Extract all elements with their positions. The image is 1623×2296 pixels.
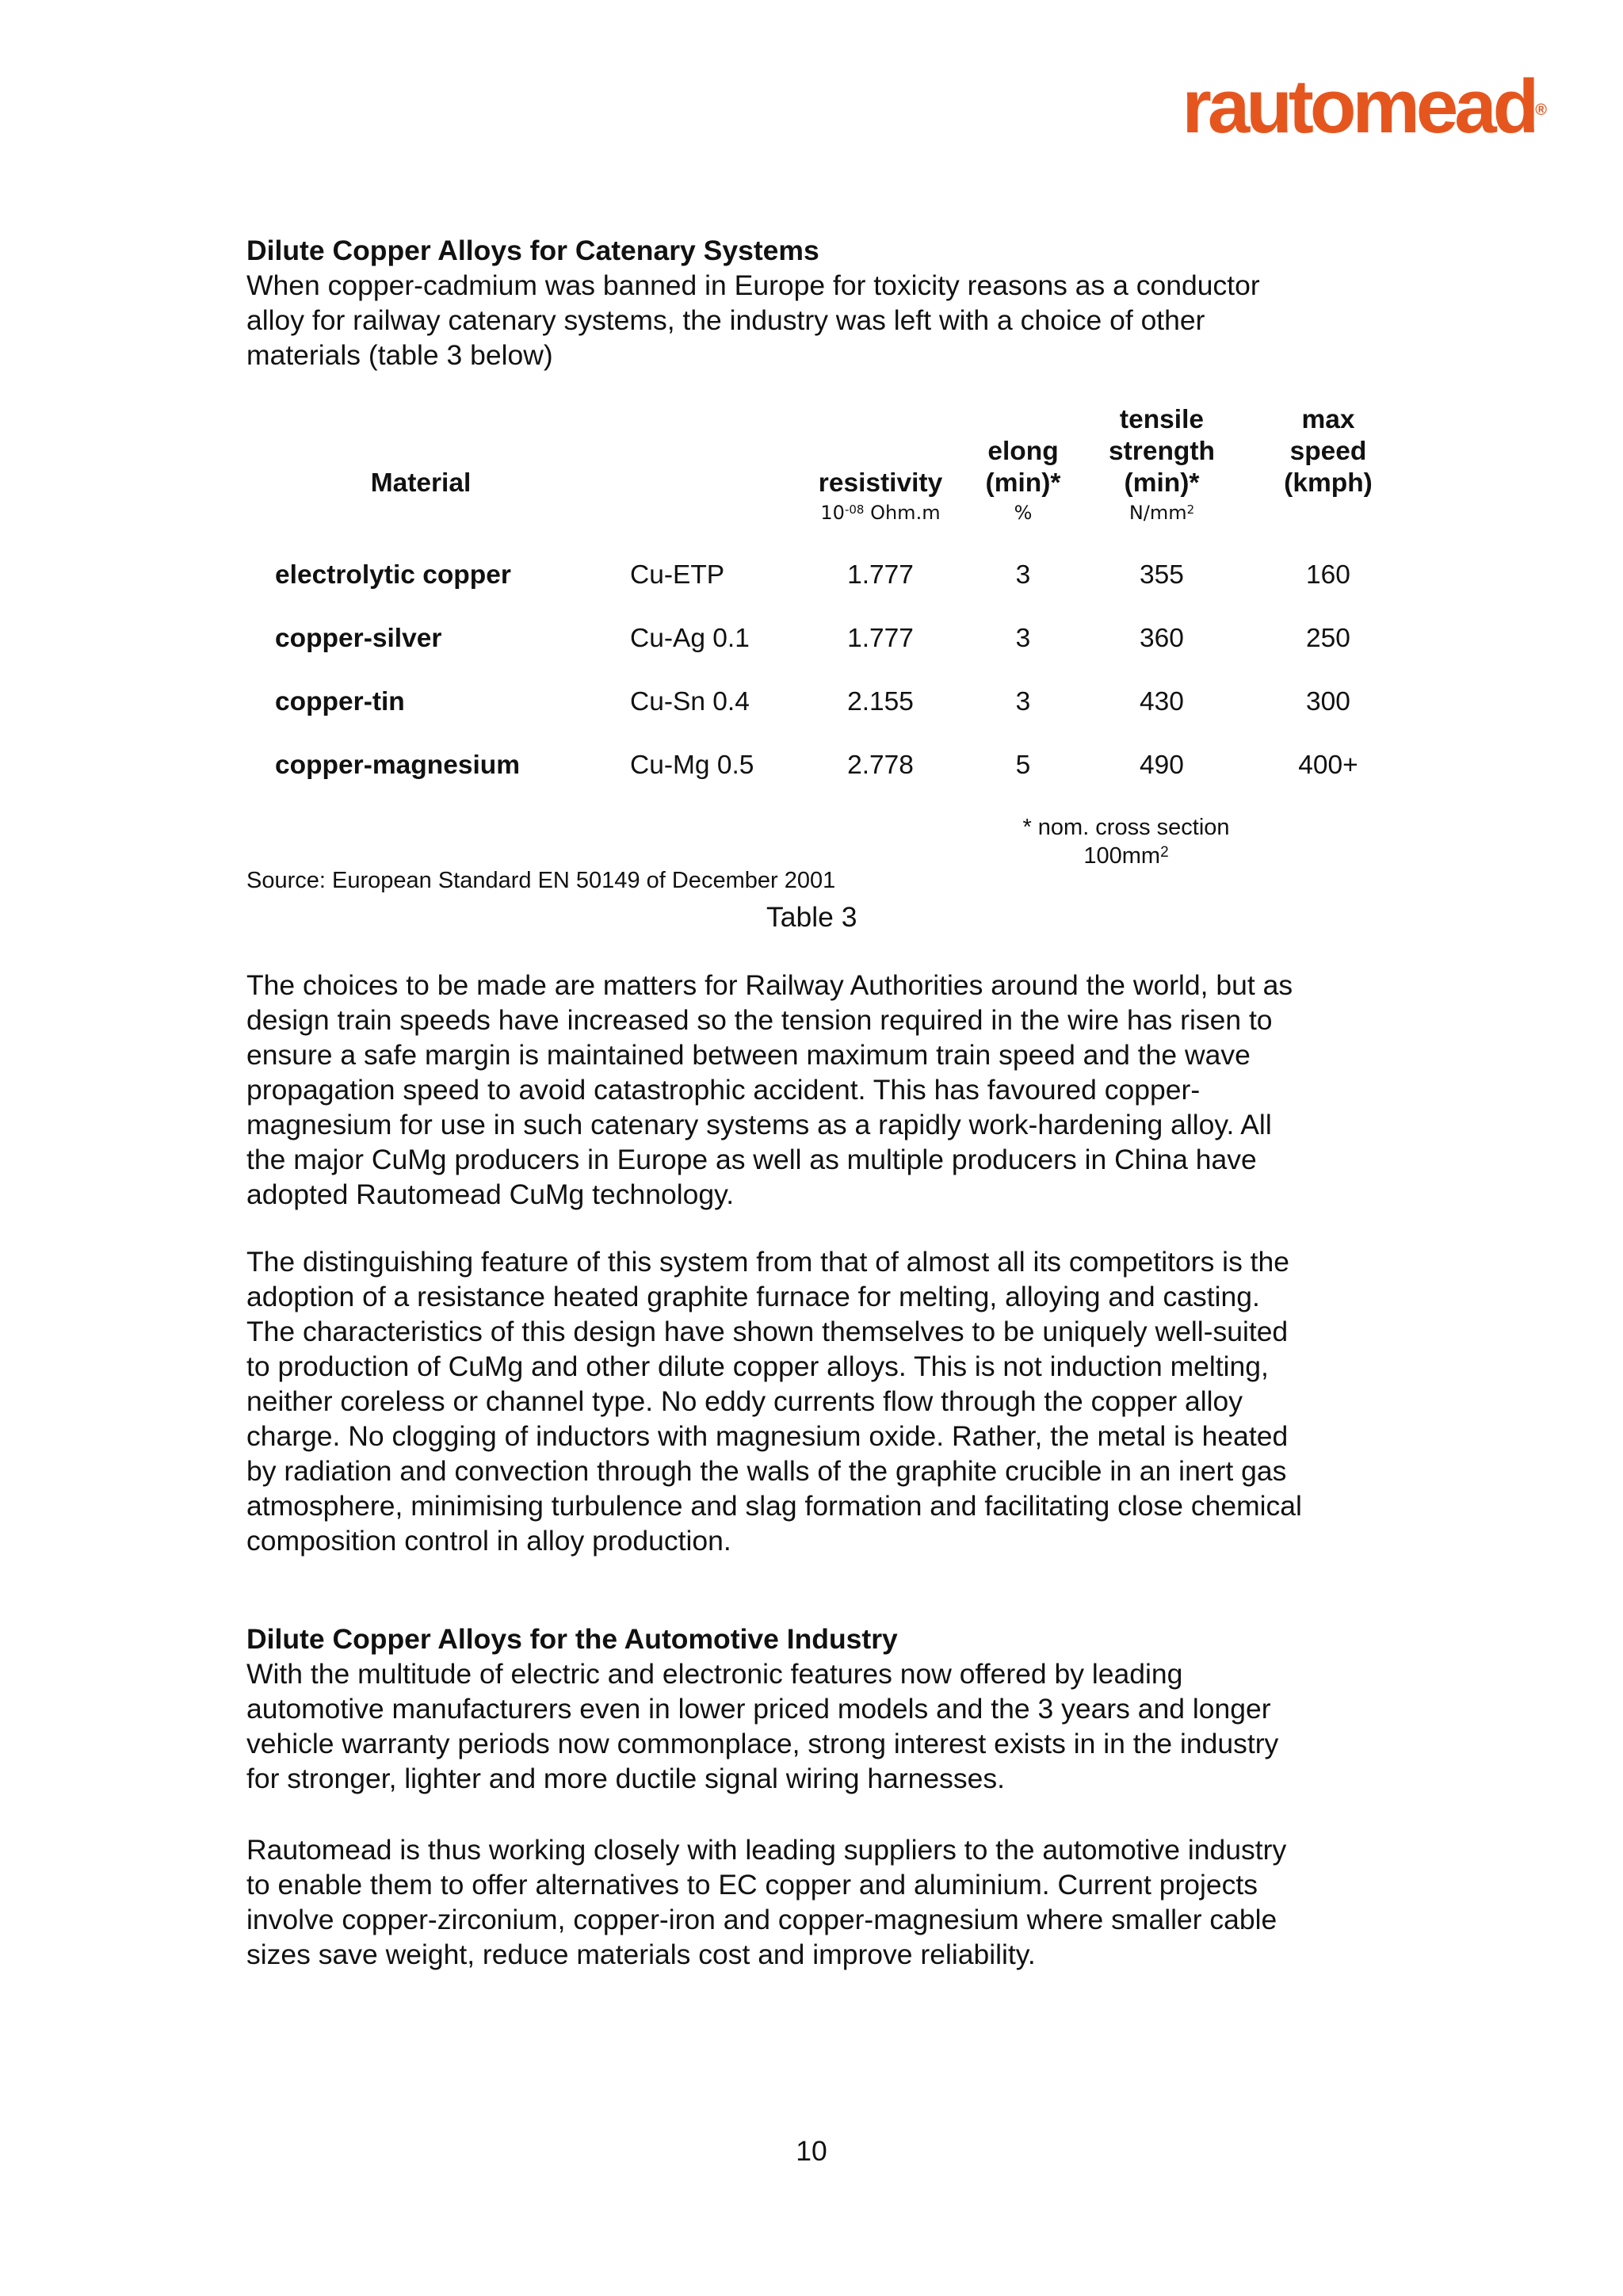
text-line: involve copper-zirconium, copper-iron and copper-magnesium where smaller cable (246, 1904, 1277, 1935)
row-material-name: copper-silver (275, 624, 442, 653)
section-heading-catenary: Dilute Copper Alloys for Catenary Systems (246, 235, 819, 266)
row-resistivity: 2.155 (847, 687, 914, 716)
paragraph-railway (246, 968, 1388, 1212)
text-line: sizes save weight, reduce materials cost and improve reliability. (246, 1939, 1036, 1970)
row-tensile: 490 (1140, 751, 1184, 780)
row-resistivity: 1.777 (847, 624, 914, 653)
unit-tensile: $N/mm^2$ (1128, 502, 1195, 524)
header-speed (1249, 404, 1407, 499)
header-tensile-line: strength (1109, 437, 1215, 466)
row-resistivity: 1.777 (847, 560, 914, 590)
text-line: The distinguishing feature of this system from that of almost all its competitors is the (246, 1246, 1290, 1278)
row-resistivity: 2.778 (847, 751, 914, 780)
text-line: The choices to be made are matters for Railway Authorities around the world, but as (246, 969, 1293, 1001)
row-speed: 300 (1306, 687, 1350, 716)
text-line: to enable them to offer alternatives to EC copper and aluminium. Current projects (246, 1869, 1258, 1901)
text-line: ensure a safe margin is maintained between maximum train speed and the wave (246, 1039, 1251, 1071)
header-tensile (1083, 404, 1241, 499)
text-line: by radiation and convection through the walls of the graphite crucible in an inert gas (246, 1455, 1287, 1487)
text-line: The characteristics of this design have shown themselves to be uniquely well-suited (246, 1316, 1289, 1347)
text-line: atmosphere, minimising turbulence and slag formation and facilitating close chemical (246, 1490, 1302, 1522)
text-line: Rautomead is thus working closely with leading suppliers to the automotive industry (246, 1834, 1287, 1866)
row-material-name: copper-tin (275, 687, 405, 716)
intro-line: materials (table 3 below) (246, 339, 553, 371)
header-elong-line: elong (987, 437, 1059, 466)
footnote-line: $100mm^2$ (1083, 843, 1169, 869)
row-material-name: copper-magnesium (275, 751, 521, 780)
header-elong-line: (min)* (985, 468, 1061, 498)
alloy-properties-table (246, 404, 1388, 943)
row-speed: 250 (1306, 624, 1350, 653)
text-line: vehicle warranty periods now commonplace, strong interest exists in in the industry (246, 1728, 1279, 1759)
text-line: adoption of a resistance heated graphite furnace for melting, alloying and casting. (246, 1281, 1260, 1312)
row-tensile: 355 (1140, 560, 1184, 590)
row-elong: 3 (1015, 560, 1031, 590)
row-tensile: 430 (1140, 687, 1184, 716)
row-elong: 3 (1015, 687, 1031, 716)
text-line: design train speeds have increased so the tension required in the wire has risen to (246, 1004, 1273, 1036)
row-speed: 160 (1306, 560, 1350, 590)
text-line: for stronger, lighter and more ductile signal wiring harnesses. (246, 1763, 1006, 1794)
intro-line: alloy for railway catenary systems, the industry was left with a choice of other (246, 304, 1205, 336)
text-line: adopted Rautomead CuMg technology. (246, 1179, 735, 1210)
row-material-code: Cu-ETP (630, 560, 725, 590)
header-elong (968, 436, 1079, 499)
row-elong: 3 (1015, 624, 1031, 653)
header-tensile-line: (min)* (1124, 468, 1200, 498)
header-tensile-line: tensile (1119, 405, 1205, 434)
text-line: composition control in alloy production. (246, 1525, 731, 1557)
text-line: the major CuMg producers in Europe as well as multiple producers in China have (246, 1144, 1257, 1175)
text-line: propagation speed to avoid catastrophic accident. This has favoured copper- (246, 1074, 1201, 1106)
header-resistivity: resistivity (818, 468, 943, 498)
table-caption: Table 3 (766, 901, 857, 933)
row-material-code: Cu-Ag 0.1 (630, 624, 750, 653)
page-number: 10 (796, 2135, 827, 2167)
footnote-line: * nom. cross section (1022, 815, 1230, 840)
text-line: charge. No clogging of inductors with magnesium oxide. Rather, the metal is heated (246, 1420, 1289, 1452)
header-speed-line: max (1301, 405, 1355, 434)
header-speed-line: speed (1289, 437, 1367, 466)
row-material-code: Cu-Sn 0.4 (630, 687, 750, 716)
unit-resistivity: $10^{-08}$ Ohm.m (820, 502, 941, 524)
text-line: magnesium for use in such catenary systems as a rapidly work-hardening alloy. All (246, 1109, 1272, 1140)
table-footnote (944, 813, 1308, 870)
rautomead-logo: rautomead® (1182, 64, 1547, 149)
header-speed-line: (kmph) (1284, 468, 1373, 498)
text-line: With the multitude of electric and electronic features now offered by leading (246, 1658, 1183, 1690)
row-material-code: Cu-Mg 0.5 (630, 751, 754, 780)
paragraph-furnace (246, 1244, 1388, 1558)
catenary-section (246, 233, 1388, 372)
header-material: Material (370, 468, 472, 498)
section-heading-automotive: Dilute Copper Alloys for the Automotive Industry (246, 1623, 898, 1655)
row-tensile: 360 (1140, 624, 1184, 653)
table-source: Source: European Standard EN 50149 of December 2001 (246, 868, 836, 893)
text-line: to production of CuMg and other dilute copper alloys. This is not induction melting, (246, 1350, 1269, 1382)
unit-elong: % (1014, 502, 1033, 524)
row-material-name: electrolytic copper (275, 560, 511, 590)
intro-line: When copper-cadmium was banned in Europe for toxicity reasons as a conductor (246, 269, 1260, 301)
paragraph-automotive-projects (246, 1832, 1388, 1972)
automotive-section (246, 1622, 1388, 1796)
text-line: neither coreless or channel type. No eddy currents flow through the copper alloy (246, 1385, 1243, 1417)
row-elong: 5 (1015, 751, 1031, 780)
text-line: automotive manufacturers even in lower priced models and the 3 years and longer (246, 1693, 1271, 1725)
row-speed: 400+ (1298, 751, 1358, 780)
